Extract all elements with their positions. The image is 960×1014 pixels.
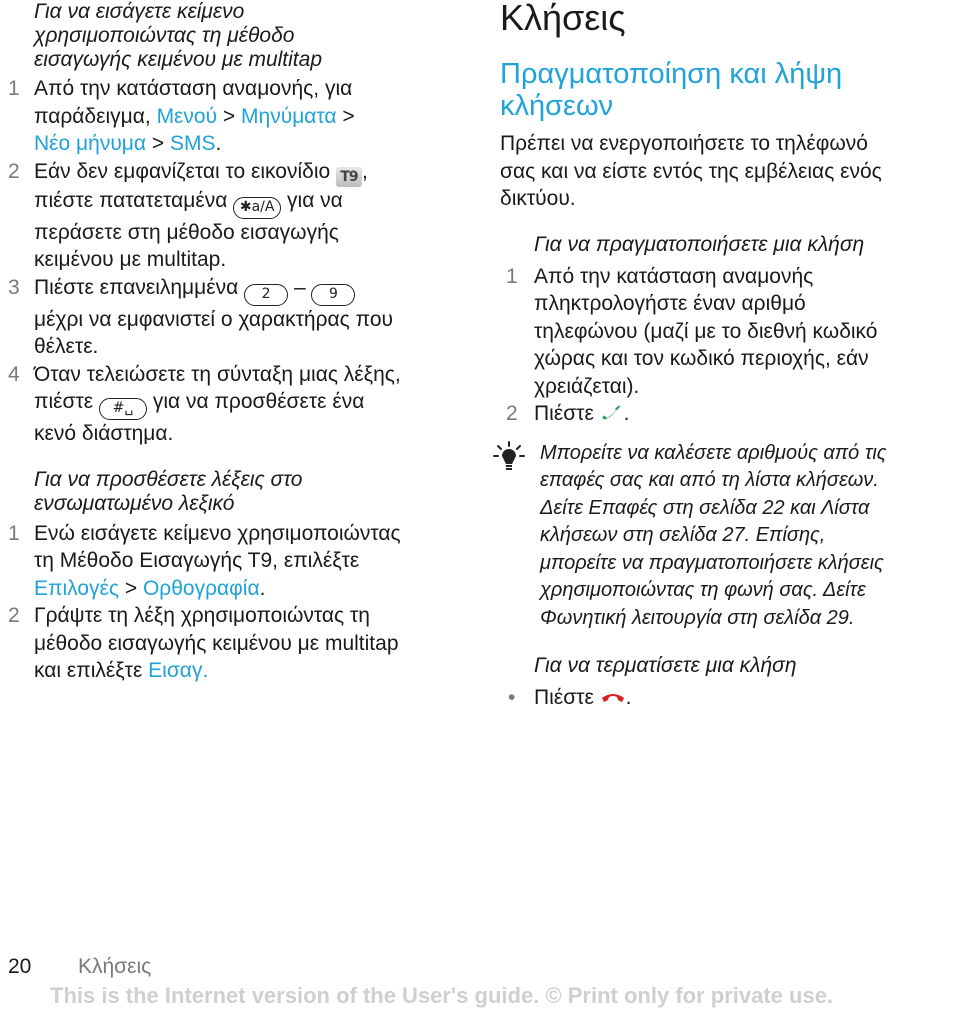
heading-line: ενσωματωμένο λεξικό	[34, 491, 235, 515]
step-text: και επιλέξτε	[34, 659, 143, 682]
star-key-icon: ✱a/A	[233, 197, 281, 219]
tip-box	[500, 440, 960, 633]
tip-line: Δείτε Επαφές στη σελίδα 22 και Λίστα	[540, 496, 870, 519]
tip-line: Φωνητική λειτουργία στη σελίδα 29.	[540, 606, 855, 629]
key-9-icon: 9	[311, 284, 355, 306]
lightbulb-icon	[492, 440, 526, 479]
step-text: χώρας και τον κωδικό περιοχής, εάν	[534, 347, 869, 370]
step-text: μέθοδο εισαγωγής κειμένου με multitap	[34, 631, 399, 655]
step-number: 1	[8, 77, 20, 100]
dash: –	[293, 275, 306, 299]
step-text: πληκτρολογήστε έναν αριθμό	[534, 292, 806, 315]
hash-key-icon: #␣	[99, 398, 147, 420]
step-text: για να προσθέσετε ένα	[152, 390, 365, 413]
sms-link[interactable]: SMS	[169, 132, 216, 155]
heading-line: εισαγωγής κειμένου με multitap	[34, 48, 323, 71]
step-number: 1	[506, 264, 518, 288]
step-text: περάσετε στη μέθοδο εισαγωγής	[34, 220, 339, 244]
heading-dictionary	[8, 468, 468, 516]
end-call-key-icon	[600, 687, 626, 705]
spelling-link[interactable]: Ορθογραφία	[142, 576, 260, 600]
multitap-step-2	[8, 158, 468, 274]
step-text: πιέστε	[34, 390, 94, 413]
step-text: για να	[287, 188, 343, 212]
footer-section-name: Κλήσεις	[78, 955, 152, 978]
dictionary-step-1	[8, 520, 468, 603]
step-text: Όταν τελειώσετε τη σύνταξη μιας λέξης,	[34, 362, 401, 386]
step-text: παράδειγμα,	[34, 104, 151, 128]
step-text: Από την κατάσταση αναμονής	[534, 264, 814, 288]
step-text: Γράψτε τη λέξη χρησιμοποιώντας τη	[34, 604, 370, 627]
bullet-text: Πιέστε	[534, 686, 594, 709]
separator: >	[336, 104, 355, 128]
step-text: πιέστε πατατεταμένα	[34, 188, 228, 212]
heading-line: Για να εισάγετε κείμενο	[34, 0, 245, 23]
make-call-step-1	[500, 263, 960, 401]
dictionary-steps	[8, 520, 468, 685]
step-text: κειμένου με multitap.	[34, 248, 227, 271]
step-text: τηλεφώνου (μαζί με το διεθνή κωδικό	[534, 319, 878, 343]
step-text: μέχρι να εμφανιστεί ο χαρακτήρας που	[34, 307, 393, 331]
period: .	[623, 402, 630, 425]
multitap-step-4	[8, 361, 468, 448]
disclaimer: This is the Internet version of the User's guide. © Print only for private use.	[50, 983, 834, 1008]
heading-multitap	[8, 0, 468, 72]
step-number: 4	[8, 362, 20, 386]
tip-line: κλήσεων στη σελίδα 27. Επίσης,	[540, 524, 826, 546]
heading-line: χρησιμοποιώντας τη μέθοδο	[34, 24, 295, 47]
title-line: κλήσεων	[500, 90, 614, 122]
new-message-link[interactable]: Νέο μήνυμα	[34, 132, 147, 155]
step-number: 2	[8, 604, 20, 627]
step-text: χρειάζεται).	[534, 374, 640, 398]
multitap-step-1	[8, 75, 468, 158]
step-number: 2	[506, 402, 518, 425]
tip-line: μπορείτε να πραγματοποιήσετε κλήσεις	[540, 551, 884, 574]
make-call-step-2	[500, 400, 960, 428]
heading-end-call: Για να τερματίσετε μια κλήση	[534, 654, 797, 677]
t9-icon: T9	[336, 167, 362, 187]
period: .	[259, 576, 266, 600]
tip-text	[540, 440, 960, 633]
period: .	[215, 132, 222, 155]
chapter-title: Κλήσεις	[500, 0, 626, 38]
heading-make-call: Για να πραγματοποιήσετε μια κλήση	[534, 232, 865, 256]
page-number: 20	[8, 955, 32, 978]
separator: >	[119, 576, 143, 600]
intro-paragraph	[500, 130, 960, 213]
section-title	[500, 58, 960, 122]
intro-line: σας και να είστε εντός της εμβέλειας ενός	[500, 159, 882, 183]
menu-link[interactable]: Μενού	[156, 104, 218, 128]
step-text: Πιέστε επανειλημμένα	[34, 275, 239, 299]
step-text: Πιέστε	[534, 402, 594, 425]
step-number: 3	[8, 275, 20, 299]
period: .	[625, 686, 632, 709]
right-column	[500, 0, 960, 712]
step-text: Εάν δεν εμφανίζεται το εικονίδιο	[34, 159, 331, 183]
tip-line: χρησιμοποιώντας τη φωνή σας. Δείτε	[540, 579, 866, 601]
heading-line: Για να προσθέσετε λέξεις στο	[34, 467, 303, 491]
step-number: 1	[8, 521, 20, 545]
period: .	[202, 659, 209, 682]
step-number: 2	[8, 159, 20, 183]
end-call-bullet	[500, 684, 960, 712]
comma: ,	[362, 159, 368, 183]
insert-link[interactable]: Εισαγ	[148, 659, 203, 682]
intro-line: δικτύου.	[500, 187, 576, 210]
step-text: θέλετε.	[34, 335, 99, 358]
step-text: κενό διάστημα.	[34, 422, 174, 445]
step-text: Ενώ εισάγετε κείμενο χρησιμοποιώντας	[34, 521, 401, 545]
tip-line: επαφές σας και από τη λίστα κλήσεων.	[540, 469, 879, 491]
call-key-icon	[600, 402, 624, 420]
intro-line: Πρέπει να ενεργοποιήσετε το τηλέφωνό	[500, 132, 868, 155]
left-column	[8, 0, 468, 685]
step-text: τη Μέθοδο Εισαγωγής Τ9, επιλέξτε	[34, 549, 360, 572]
tip-line: Μπορείτε να καλέσετε αριθμούς από τις	[540, 441, 887, 464]
separator: >	[146, 132, 170, 155]
step-text: Από την κατάσταση αναμονής, για	[34, 77, 353, 100]
make-call-steps	[500, 263, 960, 428]
options-link[interactable]: Επιλογές	[34, 576, 120, 600]
separator: >	[217, 104, 242, 128]
dictionary-step-2	[8, 602, 468, 685]
bullet-dot: •	[508, 686, 516, 709]
multitap-steps	[8, 75, 468, 448]
multitap-step-3	[8, 274, 468, 361]
messages-link[interactable]: Μηνύματα	[241, 104, 337, 128]
key-2-icon: 2	[244, 284, 288, 306]
title-line: Πραγματοποίηση και λήψη	[500, 58, 843, 90]
